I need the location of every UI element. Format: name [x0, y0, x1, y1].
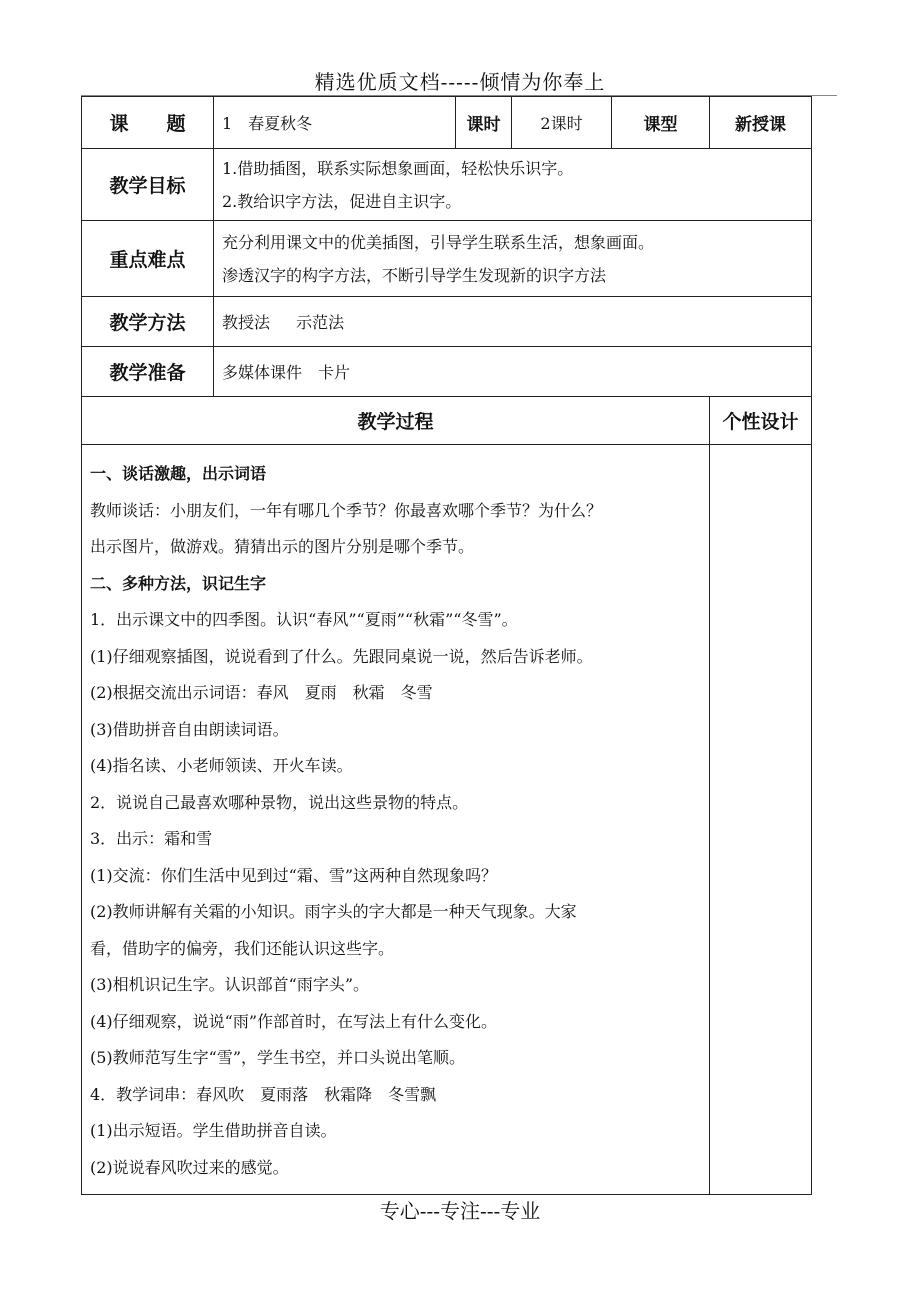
goals-line: 1.借助插图，联系实际想象画面，轻松快乐识字。	[222, 158, 574, 178]
process-line: 教师谈话：小朋友们，一年有哪几个季节？你最喜欢哪个季节？为什么？	[90, 500, 603, 520]
lesson-plan-table	[81, 96, 812, 1195]
method-row	[82, 297, 812, 347]
process-line: 2．说说自己最喜欢哪种景物，说出这些景物的特点。	[90, 792, 469, 812]
process-line: (3)借助拼音自由朗读词语。	[90, 719, 289, 739]
goals-row	[82, 149, 812, 221]
page-header: 精选优质文档-----倾情为你奉上	[314, 70, 606, 94]
personal-design-heading: 个性设计	[710, 397, 812, 445]
process-line: (4)指名读、小老师领读、开火车读。	[90, 756, 353, 775]
key-points-line: 充分利用课文中的优美插图，引导学生联系生活，想象画面。	[222, 232, 655, 252]
process-content	[82, 445, 710, 1195]
type-value: 新授课	[710, 97, 812, 149]
goals-label: 教学目标	[82, 149, 214, 221]
process-line: 3．出示：霜和雪	[90, 829, 213, 848]
type-label: 课型	[612, 97, 710, 149]
process-line: (2)根据交流出示词语：春风 夏雨 秋霜 冬雪	[90, 683, 433, 702]
process-line: 看，借助字的偏旁，我们还能认识这些字。	[90, 938, 395, 958]
process-line: (3)相机识记生字。认识部首“雨字头”。	[90, 975, 370, 994]
process-line: (2)说说春风吹过来的感觉。	[90, 1157, 289, 1177]
process-line: (1)出示短语。学生借助拼音自读。	[90, 1121, 337, 1140]
key-points-content	[214, 221, 812, 297]
method-label: 教学方法	[82, 297, 214, 347]
topic-label: 课 题	[82, 97, 214, 149]
process-line: (5)教师范写生字“雪”，学生书空，并口头说出笔顺。	[90, 1048, 466, 1067]
key-points-label: 重点难点	[82, 221, 214, 297]
process-line: (4)仔细观察，说说“雨”作部首时，在写法上有什么变化。	[90, 1011, 498, 1031]
section-heading: 二、多种方法，识记生字	[90, 573, 267, 593]
process-heading: 教学过程	[82, 397, 710, 445]
process-line: (1)交流：你们生活中见到过“霜、雪”这两种自然现象吗？	[90, 865, 498, 885]
prep-label: 教学准备	[82, 347, 214, 397]
process-line: (2)教师讲解有关霜的小知识。雨字头的字大都是一种天气现象。大家	[90, 902, 577, 921]
topic-value: 1 春夏秋冬	[214, 97, 456, 149]
topic-row	[82, 97, 812, 149]
prep-row	[82, 347, 812, 397]
section-heading: 一、谈话激趣，出示词语	[90, 464, 267, 483]
process-heading-row	[82, 397, 812, 445]
process-line: 4．教学词串：春风吹 夏雨落 秋霜降 冬雪飘	[90, 1084, 437, 1104]
key-points-line: 渗透汉字的构字方法，不断引导学生发现新的识字方法	[222, 265, 607, 285]
process-line: 1．出示课文中的四季图。认识“春风”“夏雨”“秋霜”“冬雪”。	[90, 610, 518, 629]
personal-design-cell	[710, 445, 812, 1195]
goals-line: 2.教给识字方法，促进自主识字。	[222, 191, 462, 211]
hours-label: 课时	[456, 97, 512, 149]
goals-content	[214, 149, 812, 221]
prep-value: 多媒体课件 卡片	[214, 347, 812, 397]
process-line: 出示图片，做游戏。猜猜出示的图片分别是哪个季节。	[90, 537, 475, 556]
page-footer: 专心---专注---专业	[379, 1199, 541, 1223]
hours-value: 2课时	[512, 97, 612, 149]
process-body-row	[82, 445, 812, 1195]
key-points-row	[82, 221, 812, 297]
process-line: (1)仔细观察插图，说说看到了什么。先跟同桌说一说，然后告诉老师。	[90, 646, 593, 666]
method-value: 教授法 示范法	[214, 297, 812, 347]
